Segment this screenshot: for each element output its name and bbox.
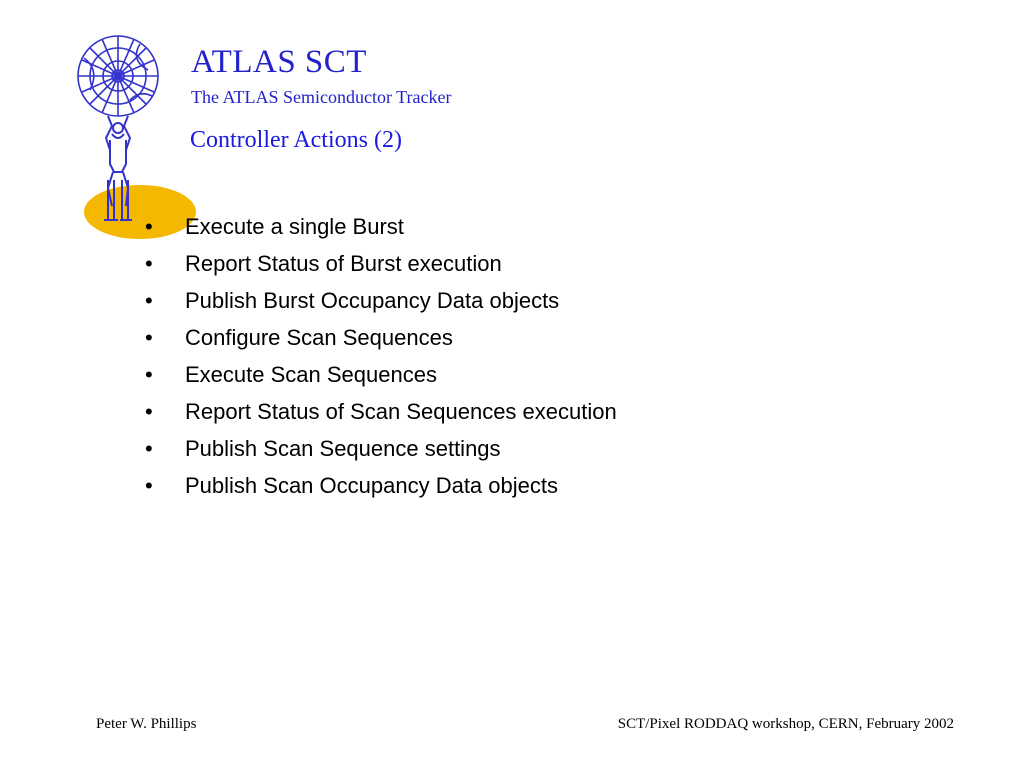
bullet-item: • Execute Scan Sequences <box>140 356 617 393</box>
bullet-item: • Publish Burst Occupancy Data objects <box>140 282 617 319</box>
bullet-item: • Configure Scan Sequences <box>140 319 617 356</box>
bullet-item: • Publish Scan Sequence settings <box>140 430 617 467</box>
bullet-item: • Report Status of Scan Sequences execution <box>140 393 617 430</box>
logo-globe <box>78 36 158 116</box>
footer-event: SCT/Pixel RODDAQ workshop, CERN, February 2002 <box>617 716 954 732</box>
page-subtitle: The ATLAS Semiconductor Tracker <box>191 87 452 107</box>
page-title: ATLAS SCT <box>191 44 367 80</box>
bullet-item: • Execute a single Burst <box>140 208 617 245</box>
bullet-item: • Report Status of Burst execution <box>140 245 617 282</box>
bullet-list <box>140 208 617 504</box>
footer-author: Peter W. Phillips <box>96 716 197 732</box>
slide-heading: Controller Actions (2) <box>190 127 402 153</box>
bullet-item: • Publish Scan Occupancy Data objects <box>140 467 617 504</box>
